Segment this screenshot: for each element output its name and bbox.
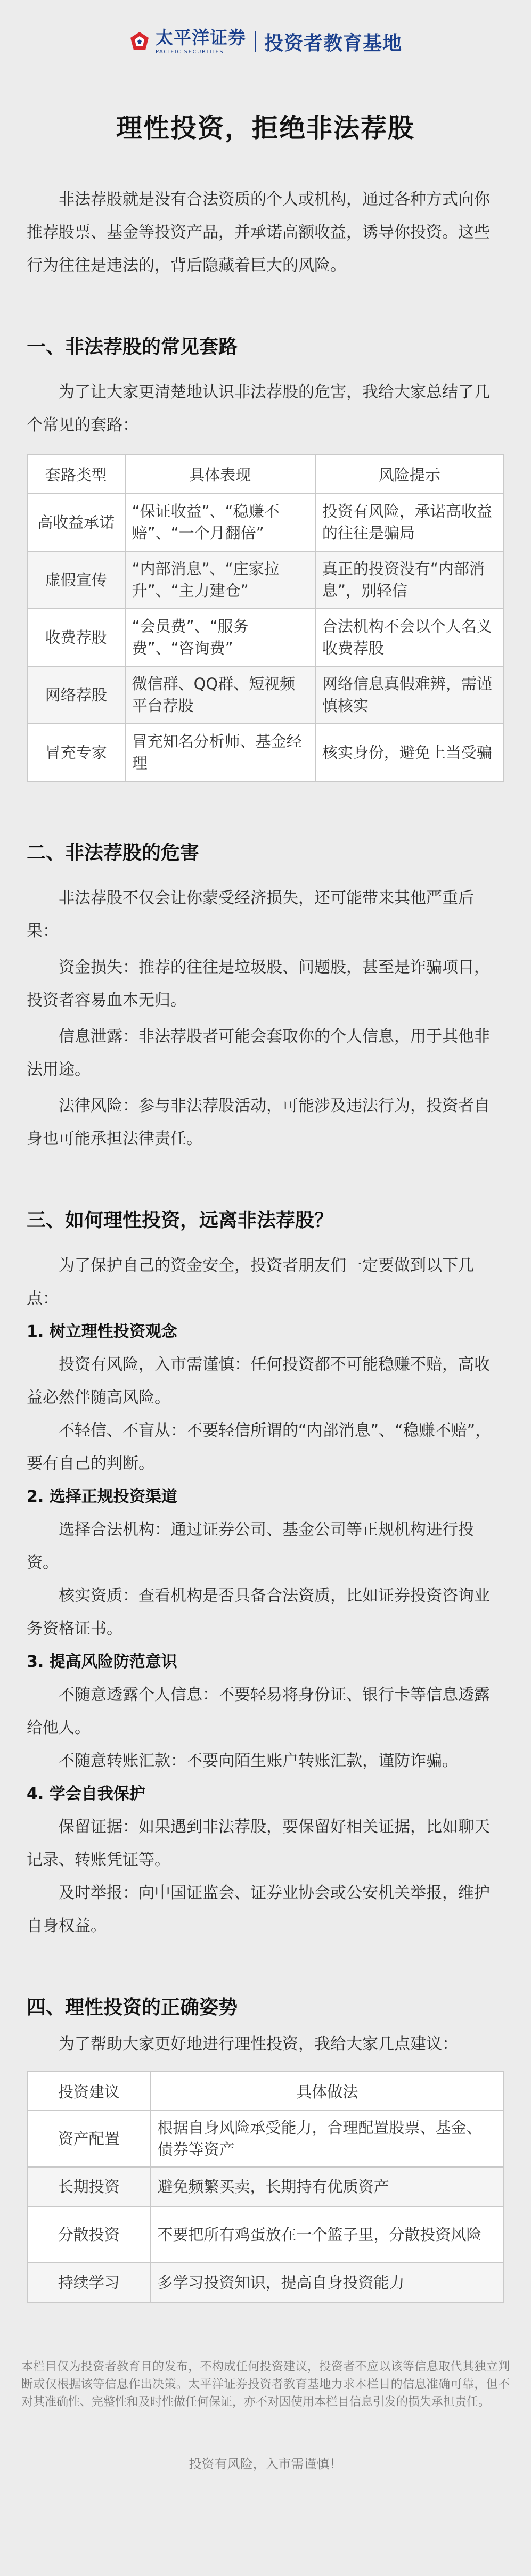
section-3-subtitle: 1. 树立理性投资观念	[27, 1322, 177, 1341]
table-header-row	[27, 454, 504, 494]
table-cell: “内部消息”、“庄家拉升”、“主力建仓”	[125, 551, 315, 609]
logo	[129, 29, 246, 55]
table-row	[27, 609, 504, 666]
logo-text	[156, 29, 246, 55]
table-cell: 微信群、QQ群、短视频平台荐股	[125, 666, 315, 724]
section-3-point: 及时举报：向中国证监会、证券业协会或公安机关举报，维护自身权益。	[27, 1884, 490, 1935]
table-row	[27, 666, 504, 724]
table-header-cell: 风险提示	[315, 454, 504, 494]
table-cell: 多学习投资知识，提高自身投资能力	[151, 2263, 504, 2302]
section-1-lead: 为了让大家更清楚地认识非法荐股的危害，我给大家总结了几个常见的套路：	[27, 383, 490, 435]
table-row	[27, 494, 504, 551]
table-header-row	[27, 2071, 504, 2111]
section-3-point: 投资有风险，入市需谨慎：任何投资都不可能稳赚不赔，高收益必然伴随高风险。	[27, 1355, 490, 1407]
advice-table	[27, 2071, 504, 2303]
table-cell: 高收益承诺	[27, 494, 125, 551]
table-cell: 冒充专家	[27, 724, 125, 781]
table-cell: “保证收益”、“稳赚不赔”、“一个月翻倍”	[125, 494, 315, 551]
section-3-title: 三、如何理性投资，远离非法荐股？	[27, 1209, 334, 1231]
section-3-subtitle: 2. 选择正规投资渠道	[27, 1487, 177, 1506]
table-cell: 持续学习	[27, 2263, 151, 2302]
section-2-point: 法律风险：参与非法荐股活动，可能涉及违法行为，投资者自身也可能承担法律责任。	[27, 1097, 490, 1148]
header-section-title: 投资者教育基地	[264, 32, 402, 54]
section-3-point: 不轻信、不盲从：不要轻信所谓的“内部消息”、“稳赚不赔”，要有自己的判断。	[27, 1421, 492, 1473]
table-cell: 资产配置	[27, 2111, 151, 2167]
section-4-lead: 为了帮助大家更好地进行理性投资，我给大家几点建议：	[59, 2035, 458, 2054]
brand-name-cn: 太平洋证券	[155, 27, 246, 48]
header	[0, 0, 531, 80]
page-title: 理性投资，拒绝非法荐股	[116, 113, 415, 143]
table-cell: 合法机构不会以个人名义收费荐股	[315, 609, 504, 666]
section-3-lead: 为了保护自己的资金安全，投资者朋友们一定要做到以下几点：	[27, 1256, 474, 1308]
header-divider	[255, 31, 256, 52]
section-1-title: 一、非法荐股的常见套路	[27, 336, 238, 358]
section-3-point: 保留证据：如果遇到非法荐股，要保留好相关证据，比如聊天记录、转账凭证等。	[27, 1818, 490, 1869]
section-3-point: 不随意透露个人信息：不要轻易将身份证、银行卡等信息透露给他人。	[27, 1686, 490, 1737]
table-cell: 长期投资	[27, 2167, 151, 2206]
table-header-cell: 投资建议	[27, 2071, 151, 2111]
table-cell: 真正的投资没有“内部消息”，别轻信	[315, 551, 504, 609]
table-cell: 冒充知名分析师、基金经理	[125, 724, 315, 781]
section-2-lead: 非法荐股不仅会让你蒙受经济损失，还可能带来其他严重后果：	[27, 889, 474, 941]
article-body-2	[0, 840, 531, 2061]
table-row	[27, 2263, 504, 2302]
section-3-point: 选择合法机构：通过证券公司、基金公司等正规机构进行投资。	[27, 1520, 474, 1572]
table-cell: 网络荐股	[27, 666, 125, 724]
table-cell: “会员费”、“服务费”、“咨询费”	[125, 609, 315, 666]
scam-tricks-table	[27, 454, 504, 782]
table-cell: 虚假宣传	[27, 551, 125, 609]
section-2-title: 二、非法荐股的危害	[27, 842, 200, 864]
intro-paragraph: 非法荐股就是没有合法资质的个人或机构，通过各种方式向你推荐股票、基金等投资产品，并承诺高额收益，诱导你投资。这些行为往往是违法的，背后隐藏着巨大的风险。	[27, 190, 490, 275]
table-cell: 网络信息真假难辨，需谨慎核实	[315, 666, 504, 724]
table-row	[27, 551, 504, 609]
brand-name-en: PACIFIC SECURITIES	[155, 48, 224, 55]
section-2-point: 信息泄露：非法荐股者可能会套取你的个人信息，用于其他非法用途。	[27, 1027, 490, 1079]
table-cell: 不要把所有鸡蛋放在一个篮子里，分散投资风险	[151, 2206, 504, 2263]
disclaimer-text: 本栏目仅为投资者教育目的发布，不构成任何投资建议，投资者不应以该等信息取代其独立判断或仅根据该等信息作出决策。太平洋证券投资者教育基地力求本栏目的信息准确可靠，但不对其准确性、完整性和及时性做任何保证，亦不对因使用本栏目信息引发的损失承担责任。	[21, 2360, 510, 2409]
table-cell: 避免频繁买卖，长期持有优质资产	[151, 2167, 504, 2206]
section-2-point: 资金损失：推荐的往往是垃圾股、问题股，甚至是诈骗项目，投资者容易血本无归。	[27, 958, 490, 1010]
brand-logo-icon	[129, 31, 150, 52]
footer-slogan: 投资有风险，入市需谨慎！	[189, 2457, 342, 2472]
table-cell: 收费荐股	[27, 609, 125, 666]
table-row	[27, 724, 504, 781]
table-cell: 核实身份，避免上当受骗	[315, 724, 504, 781]
table-header-cell: 套路类型	[27, 454, 125, 494]
section-3-subtitle: 3. 提高风险防范意识	[27, 1653, 177, 1671]
table-header-cell: 具体做法	[151, 2071, 504, 2111]
article-body	[0, 183, 531, 442]
section-3-subtitle: 4. 学会自我保护	[27, 1785, 145, 1803]
table-row	[27, 2167, 504, 2206]
section-3-point: 不随意转账汇款：不要向陌生账户转账汇款，谨防诈骗。	[59, 1752, 458, 1770]
table-row	[27, 2111, 504, 2167]
table-cell: 根据自身风险承受能力，合理配置股票、基金、债券等资产	[151, 2111, 504, 2167]
table-cell: 分散投资	[27, 2206, 151, 2263]
table-header-cell: 具体表现	[125, 454, 315, 494]
section-3-point: 核实资质：查看机构是否具备合法资质，比如证券投资咨询业务资格证书。	[27, 1587, 490, 1638]
table-row	[27, 2206, 504, 2263]
table-cell: 投资有风险，承诺高收益的往往是骗局	[315, 494, 504, 551]
section-4-title: 四、理性投资的正确姿势	[27, 1997, 238, 2018]
